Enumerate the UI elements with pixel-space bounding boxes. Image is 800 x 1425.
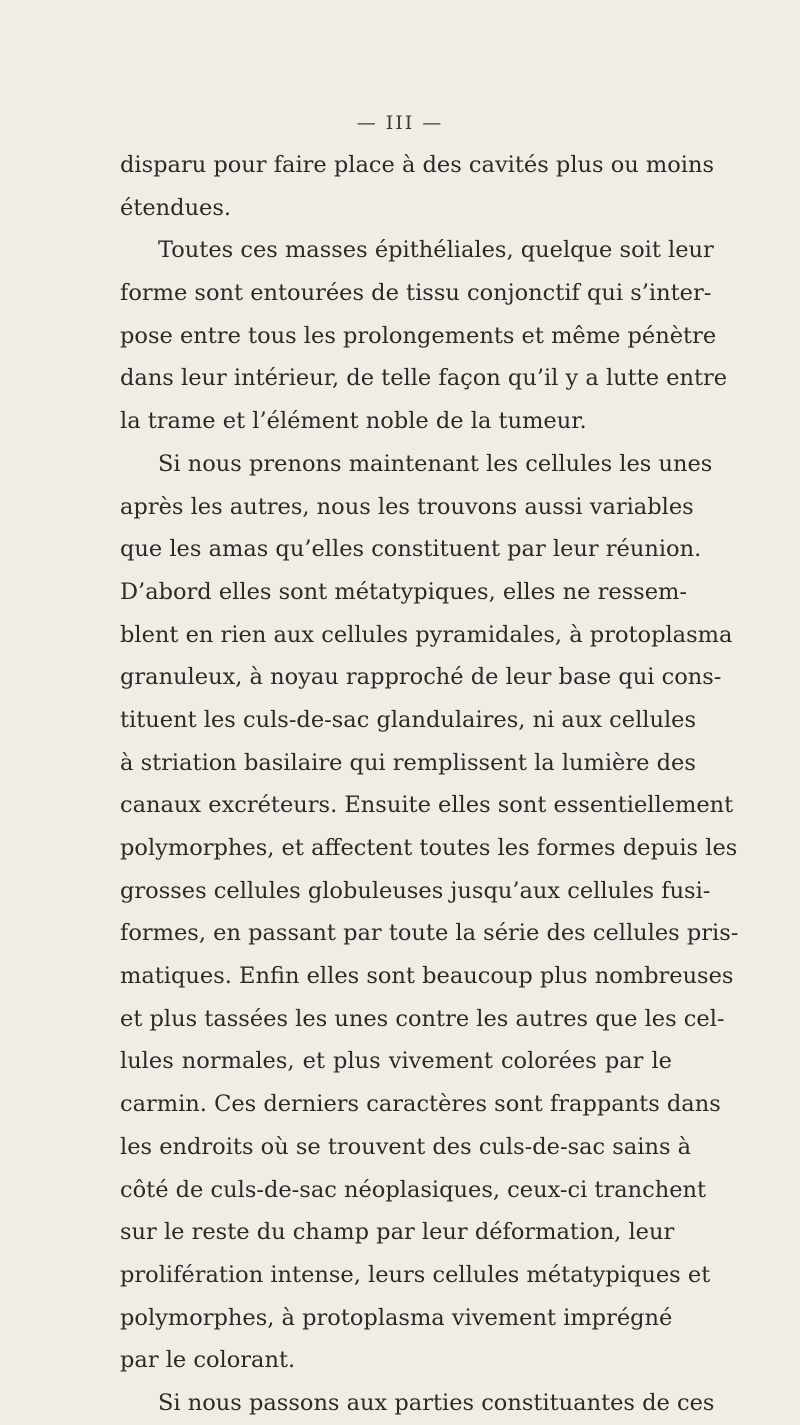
body-text — [120, 144, 739, 1425]
text-line: côté de culs-de-sac néoplasiques, ceux-ci tranchent — [120, 1176, 707, 1203]
text-line: Si nous passons aux parties constituantes de ces — [158, 1389, 715, 1416]
text-line: la trame et l’élément noble de la tumeur. — [120, 408, 587, 435]
text-line: à striation basilaire qui remplissent la lumière des — [120, 749, 696, 776]
page-number-header: — III — — [356, 112, 444, 134]
text-line: et plus tassées les unes contre les autres que les cel- — [120, 1005, 725, 1032]
text-line: matiques. Enfin elles sont beaucoup plus nombreuses — [120, 963, 734, 990]
text-line: grosses cellules globuleuses jusqu’aux cellules fusi- — [120, 877, 711, 904]
text-line: prolifération intense, leurs cellules métatypiques et — [120, 1261, 711, 1288]
text-line: Si nous prenons maintenant les cellules les unes — [158, 450, 713, 477]
text-line: polymorphes, à protoplasma vivement imprégné — [120, 1304, 673, 1331]
text-line: dans leur intérieur, de telle façon qu’il y a lutte entre — [120, 365, 728, 392]
text-line: après les autres, nous les trouvons aussi variables — [120, 493, 694, 520]
text-line: que les amas qu’elles constituent par leur réunion. — [120, 536, 702, 563]
text-line: formes, en passant par toute la série des cellules pris- — [120, 920, 739, 947]
text-line: polymorphes, et affectent toutes les formes depuis les — [120, 835, 738, 861]
text-line: disparu pour faire place à des cavités plus ou moins — [120, 152, 715, 178]
text-line: tituent les culs-de-sac glandulaires, ni aux cellules — [120, 706, 697, 733]
text-line: Toutes ces masses épithéliales, quelque soit leur — [158, 237, 714, 264]
text-line: pose entre tous les prolongements et même pénètre — [120, 322, 717, 349]
text-line: les endroits où se trouvent des culs-de-sac sains à — [120, 1133, 692, 1160]
text-line: sur le reste du champ par leur déformation, leur — [120, 1219, 675, 1246]
text-line: granuleux, à noyau rapproché de leur base qui cons- — [120, 664, 722, 691]
text-line: forme sont entourées de tissu conjonctif qui s’inter- — [120, 280, 712, 307]
text-line: blent en rien aux cellules pyramidales, à protoplasma — [120, 621, 733, 648]
text-line: carmin. Ces derniers caractères sont frappants dans — [120, 1091, 721, 1118]
text-line: D’abord elles sont métatypiques, elles ne ressem- — [120, 578, 687, 605]
text-line: canaux excréteurs. Ensuite elles sont essentiellement — [120, 792, 734, 819]
text-line: étendues. — [120, 194, 232, 221]
text-line: lules normales, et plus vivement colorées par le — [120, 1048, 672, 1075]
text-line: par le colorant. — [120, 1347, 296, 1374]
